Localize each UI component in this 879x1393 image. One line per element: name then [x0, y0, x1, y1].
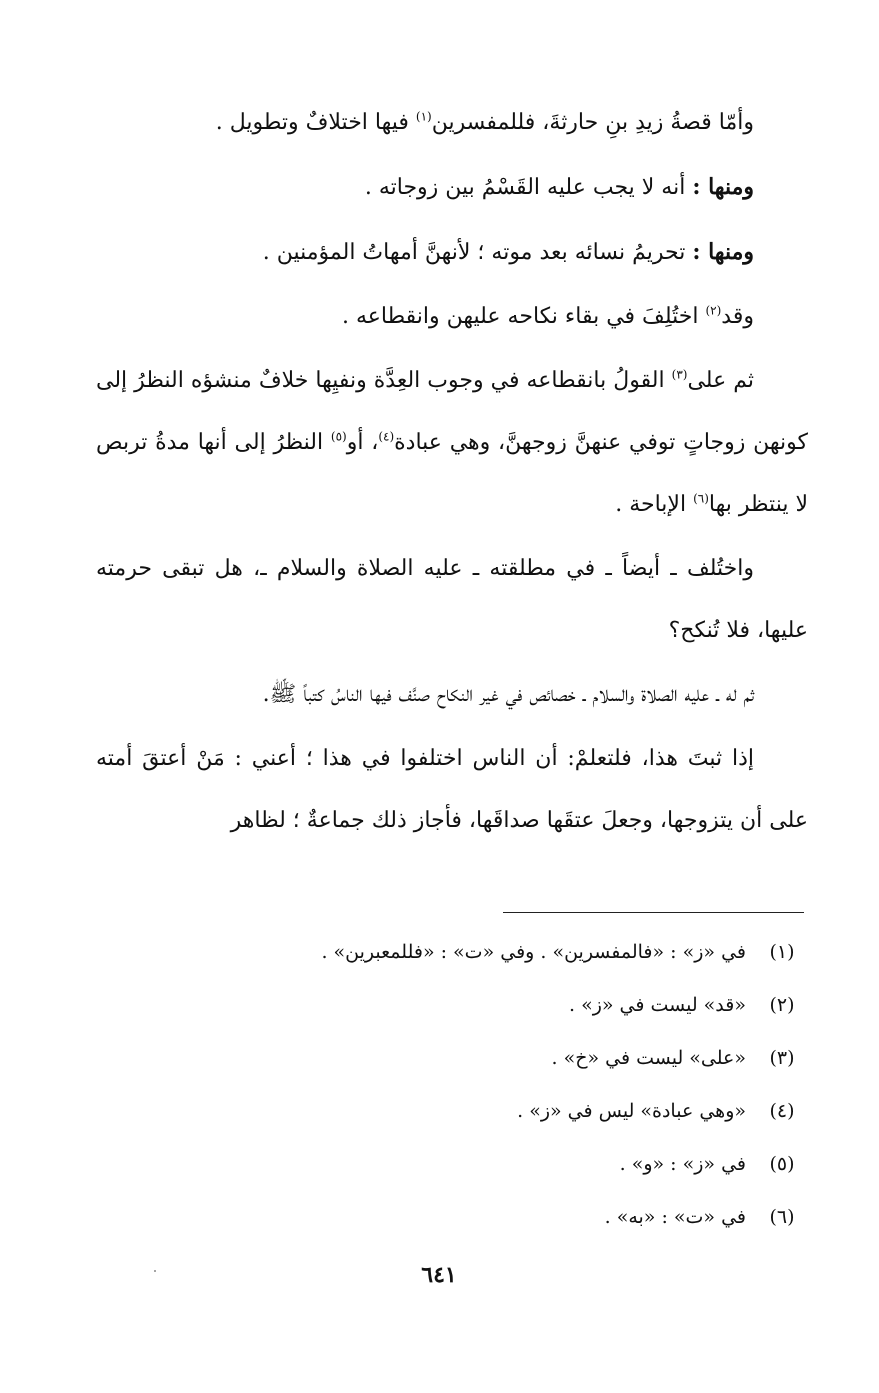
paragraph-lead: ومنها : — [692, 239, 754, 265]
footnote-number: (٢) — [769, 994, 795, 1016]
footnote-text: «وهي عبادة» ليس في «ز» . — [517, 1100, 746, 1122]
footnote-1 — [96, 926, 808, 979]
footnote-separator — [503, 912, 804, 913]
footnote-number: (٦) — [769, 1206, 795, 1228]
footnote-5 — [96, 1138, 808, 1191]
footnote-text: «على» ليست في «خ» . — [551, 1047, 746, 1069]
footnote-2 — [96, 979, 808, 1032]
paragraph-idda: ثم على$^{(٣)}$ القولُ بانقطاعه في وجوب العِدَّة ونفيِها خلافٌ منشؤه النظرُ إلى كونهن زوجاتٍ توفي عنهنَّ زوجهنَّ، وهي عبادة$^{(٤)}$، أو$^{(٥)}$ النظرُ إلى أنها مدةُ تربص لا ينتظر بها$^{(٦)}$ الإباحة . — [96, 367, 808, 517]
scan-speck — [154, 1270, 156, 1272]
footnote-ref-6[interactable]: (٦) — [693, 491, 709, 506]
paragraph-lead: ومنها : — [692, 174, 754, 200]
paragraph-khasais: ثم له ـ عليه الصلاة والسلام ـ خصائص في غير النكاح صنَّف فيها الناسُ كتباً ﷺ. — [262, 682, 754, 707]
paragraph-itq: إذا ثبتَ هذا، فلتعلمْ: أن الناس اختلفوا في هذا ؛ أعني : مَنْ أعتقَ أمته على أن يتزوجها، وجعلَ عتقَها صداقَها، فأجاز ذلك جماعةٌ ؛ لظاهر — [96, 746, 808, 833]
footnote-text: في «ز» : «و» . — [619, 1153, 746, 1175]
footnote-text: «قد» ليست في «ز» . — [569, 994, 746, 1016]
footnote-number: (٥) — [769, 1153, 795, 1175]
paragraph-nikah: وقد$^{(٢)}$ اختُلِفَ في بقاء نكاحه عليهن وانقطاعه . — [341, 303, 754, 329]
footnote-ref-5[interactable]: (٥) — [330, 429, 347, 444]
footnote-number: (١) — [769, 941, 795, 963]
paragraph-qasm: ومنها : أنه لا يجب عليه القَسْمُ بين زوجاته . — [364, 174, 754, 200]
paragraph-mutallaqa: واختُلف ـ أيضاً ـ في مطلقته ـ عليه الصلاة والسلام ـ، هل تبقى حرمته عليها، فلا تُنكح؟ — [96, 556, 808, 643]
footnote-6 — [96, 1191, 808, 1244]
footnote-4 — [96, 1085, 808, 1138]
footnote-ref-3[interactable]: (٣) — [671, 367, 688, 382]
footnote-ref-1[interactable]: (١) — [415, 109, 432, 124]
footnote-text: في «ت» : «به» . — [604, 1206, 746, 1228]
footnote-number: (٤) — [769, 1100, 795, 1122]
footnote-3 — [96, 1032, 808, 1085]
paragraph-tahrim: ومنها : تحريمُ نسائه بعد موته ؛ لأنهنَّ أمهاتُ المؤمنين . — [262, 239, 754, 265]
footnote-ref-4[interactable]: (٤) — [378, 429, 395, 444]
footnotes — [96, 926, 808, 1244]
footnote-ref-2[interactable]: (٢) — [705, 303, 722, 318]
main-text — [96, 92, 808, 852]
page-number: ٦٤١ — [421, 1262, 457, 1288]
paragraph-zaid: وأمّا قصةُ زيدِ بنِ حارثةَ، فللمفسرين$^{(١)}$ فيها اختلافٌ وتطويل . — [215, 109, 754, 135]
footnote-number: (٣) — [769, 1047, 795, 1069]
footnote-text: في «ز» : «فالمفسرين» . وفي «ت» : «فللمعبرين» . — [321, 941, 746, 963]
